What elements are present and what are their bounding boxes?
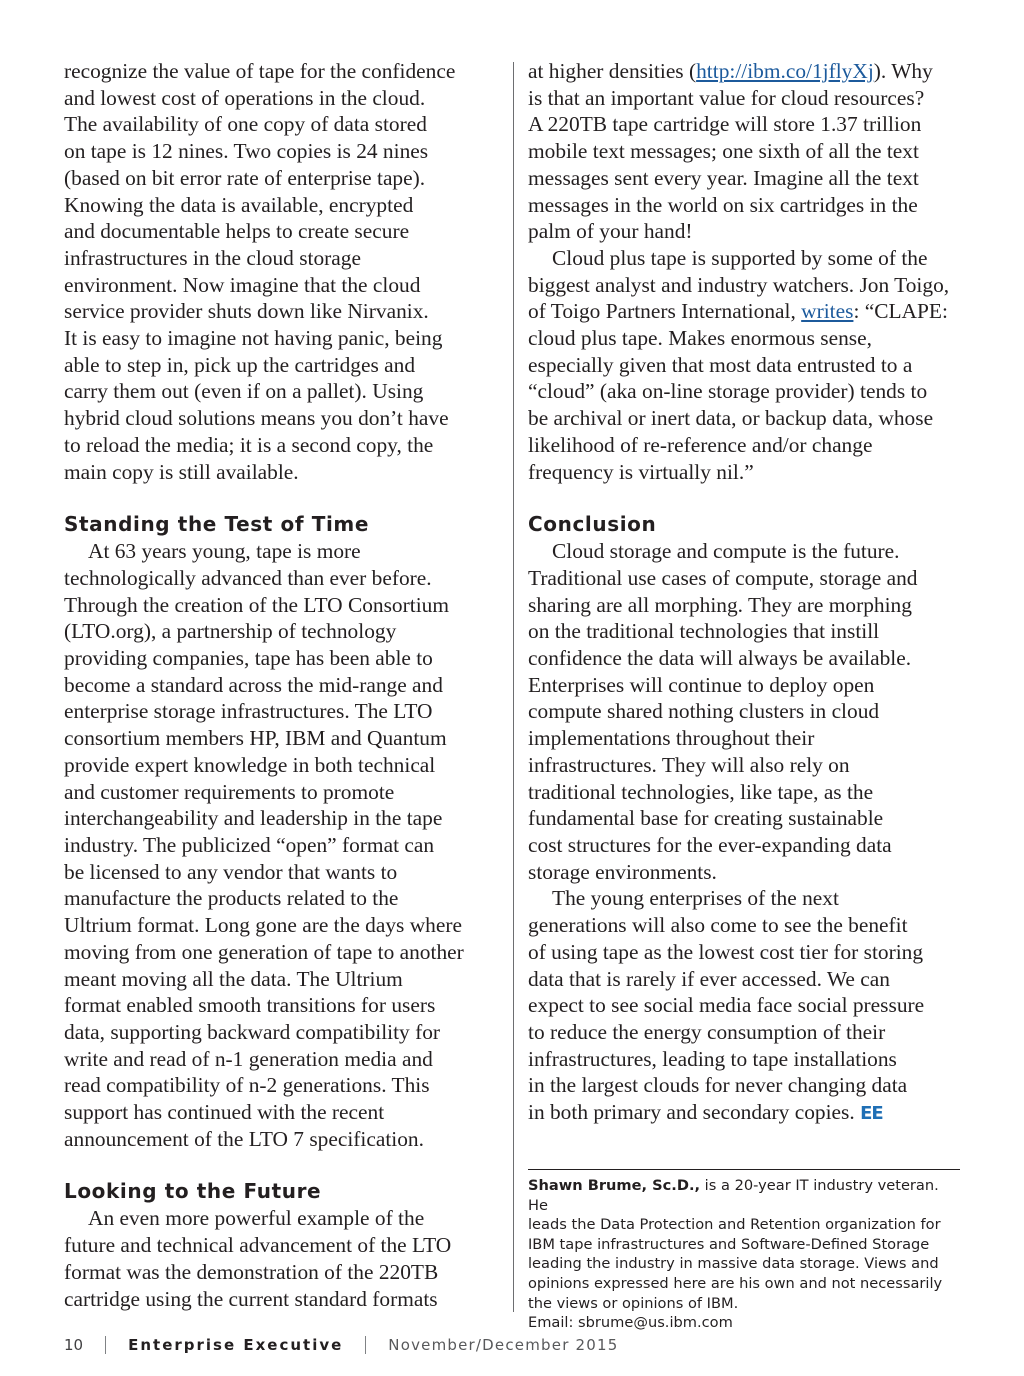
author-bio-text	[528, 1176, 960, 1333]
intro-paragraph: recognize the value of tape for the confidence and lowest cost of operations in the cloud. The availability of one copy of data stored on tape is 12 nines. Two copies is 24 nines (based on bit error rate of enterprise tape). Knowing the data is available, encrypted and documentable helps to create secure infrastructures in the cloud storage environment. Now imagine that the cloud service provider shuts down like Nirvanix. It is easy to imagine not having panic, being able to step in, pick up the cartridges and carry them out (even if on a pallet). Using hybrid cloud solutions means you don’t have to reload the media; it is a second copy, the main copy is still available.	[64, 59, 456, 484]
left-column	[64, 58, 504, 1312]
footer-divider	[365, 1336, 366, 1354]
section-heading-standing-test-of-time: Standing the Test of Time	[64, 512, 369, 537]
page-number: 10	[64, 1336, 84, 1354]
ibm-link[interactable]: http://ibm.co/1jflyXj	[696, 59, 874, 83]
author-description: is a 20-year IT industry veteran. He leads the Data Protection and Retention organization for IBM tape infrastructures and Software-Defined Storage leading the industry in massive data storage. Views and opinions expressed here are his own and not necessarily the views or opinions of IBM. Email: sbrume@us.ibm.com	[528, 1177, 943, 1332]
section-paragraph-standing-test-of-time: At 63 years young, tape is more technologically advanced than ever before. Through the creation of the LTO Consortium (LTO.org), a partnership of technology providing companies, tape has been able to become a standard across the mid-range and enterprise storage infrastructures. The LTO consortium members HP, IBM and Quantum provide expert knowledge in both technical and customer requirements to promote interchangeability and leadership in the tape industry. The publicized “open” format can be licensed to any vendor that wants to manufacture the products related to the Ultrium format. Long gone are the days where moving from one generation of tape to another meant moving all the data. The Ultrium format enabled smooth transitions for users data, supporting backward compatibility for write and read of n-1 generation media and read compatibility of n-2 generations. This support has continued with the recent announcement of the LTO 7 specification.	[64, 539, 464, 1151]
author-bio	[528, 1169, 960, 1333]
issue-date: November/December 2015	[388, 1336, 619, 1354]
densities-paragraph	[528, 58, 968, 245]
publication-name: Enterprise Executive	[128, 1336, 344, 1354]
clape-text-start: Cloud plus tape is supported by some of the biggest analyst and industry watchers. Jon Toigo, of Toigo Partners International,	[528, 245, 950, 324]
densities-text-start: at higher densities (	[528, 59, 697, 83]
conclusion-paragraph-1: Cloud storage and compute is the future. Traditional use cases of compute, storage and sharing are all morphing. They are morphing on the traditional technologies that instill confidence the data will always be available. Enterprises will continue to deploy open compute shared nothing clusters in cloud implementations throughout their infrastructures. They will also rely on traditional technologies, like tape, as the fundamental base for creating sustainable cost structures for the ever-expanding data storage environments.	[528, 539, 918, 884]
densities-text-end: ). Why is that an important value for cloud resources? A 220TB tape cartridge will store 1.37 trillion mobile text messages; one sixth of all the text messages sent every year. Imagine all the text messages in the world on six cartridges in the palm of your hand!	[528, 59, 933, 244]
author-name: Shawn Brume, Sc.D.,	[528, 1177, 701, 1194]
section-paragraph-looking-to-future: An even more powerful example of the future and technical advancement of the LTO format was the demonstration of the 220TB cartridge using the current standard formats	[64, 1206, 452, 1311]
section-heading-conclusion: Conclusion	[528, 512, 657, 537]
clape-text-end: : “CLAPE: cloud plus tape. Makes enormous sense, especially given that most data entrusted to a “cloud” (aka on-line storage provider) tends to be archival or inert data, or backup data, whose likelihood of re-reference and/or change frequency is virtually nil.”	[528, 299, 948, 484]
conclusion-paragraph-2	[528, 885, 968, 1127]
footer-divider	[105, 1336, 106, 1354]
clape-paragraph	[528, 245, 968, 485]
writes-link[interactable]: writes	[801, 299, 854, 324]
right-column	[528, 58, 968, 1128]
conclusion-paragraph-2-text: The young enterprises of the next generations will also come to see the benefit of using tape as the lowest cost tier for storing data that is rarely if ever accessed. We can expect to see social media face social pressure to reduce the energy consumption of their infrastructures, leading to tape installations in the largest clouds for never changing data in both primary and secondary copies.	[528, 886, 925, 1125]
section-heading-looking-to-future: Looking to the Future	[64, 1179, 322, 1204]
end-mark-icon: EE	[860, 1103, 883, 1125]
column-divider	[513, 62, 514, 1312]
page-footer	[64, 1333, 619, 1357]
